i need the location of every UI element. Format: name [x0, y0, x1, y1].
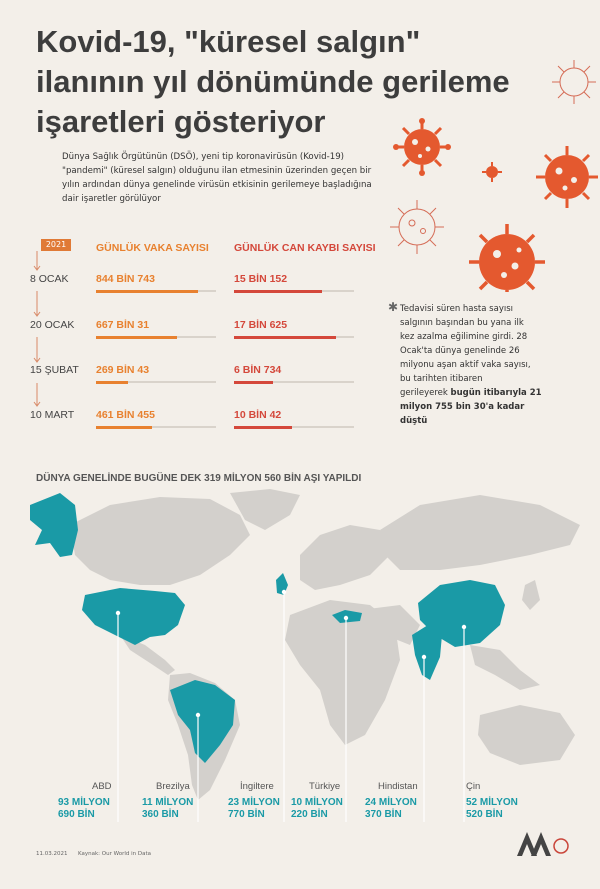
year-badge: 2021 [41, 239, 71, 251]
virus-icon [390, 200, 444, 254]
country-shape-ingiltere [276, 573, 288, 595]
europe [300, 525, 390, 590]
country-shape-alaska [30, 493, 78, 557]
country-shape-abd [82, 588, 185, 645]
cases-header: GÜNLÜK VAKA SAYISI [96, 242, 209, 254]
intro-line-1: Dünya Sağlık Örgütünün (DSÖ), yeni tip koronavirüsün (Kovid-19) [62, 152, 345, 162]
base-continents [70, 489, 580, 800]
cases-bar [96, 336, 177, 339]
north-asia [380, 495, 580, 570]
virus-icon [552, 60, 596, 104]
virus-illustration [372, 22, 600, 292]
virus-icon [469, 224, 545, 292]
date-label: 20 OCAK [30, 319, 75, 331]
southeast-asia [470, 645, 540, 690]
note-plain: gerileyerek [400, 388, 451, 398]
intro-line-4: dair işaretler görülüyor [62, 194, 161, 204]
cases-value: 269 BİN 43 [96, 364, 150, 376]
country-name: İngiltere [240, 781, 274, 792]
deaths-track [234, 290, 354, 292]
country-value-line2: 360 BİN [142, 809, 179, 820]
country-value-line2: 770 BİN [228, 809, 265, 820]
cases-value: 844 BİN 743 [96, 273, 155, 285]
note-line: milyonu aşan aktif vaka sayısı, [400, 360, 531, 370]
country-value [58, 797, 110, 821]
deaths-bar [234, 381, 273, 384]
intro-line-2: "pandemi" (küresel salgın) olduğunu ilan etmesinin üzerinden geçen bir [62, 166, 372, 176]
country-name: Çin [466, 781, 481, 792]
country-value-line1: 10 MİLYON [291, 797, 343, 808]
intro-text [62, 150, 382, 206]
japan [522, 580, 540, 610]
date-label: 15 ŞUBAT [30, 364, 79, 376]
country-value-line1: 23 MİLYON [228, 797, 280, 808]
footer-date: 11.03.2021 [36, 851, 68, 857]
cases-bar [96, 381, 128, 384]
footer-source: Kaynak: Our World in Data [78, 851, 152, 857]
title-line-2: ilanının yıl dönümünde gerileme [36, 64, 510, 99]
cases-bar [96, 290, 198, 293]
side-note [400, 302, 575, 428]
country-name: Brezilya [156, 781, 190, 792]
deaths-bar [234, 336, 336, 339]
australia [478, 705, 575, 765]
deaths-header: GÜNLÜK CAN KAYBI SAYISI [234, 242, 376, 254]
deaths-value: 17 BİN 625 [234, 319, 288, 331]
country-value-line2: 690 BİN [58, 809, 95, 820]
note-line: Tedavisi süren hasta sayısı [400, 304, 513, 314]
country-value [466, 797, 518, 821]
deaths-value: 10 BİN 42 [234, 409, 282, 421]
deaths-track [234, 336, 354, 338]
asterisk-icon: ✱ [388, 300, 399, 314]
cases-bar [96, 426, 152, 429]
cases-track [96, 381, 216, 383]
country-value-line2: 520 BİN [466, 809, 503, 820]
vaccination-title: DÜNYA GENELİNDE BUGÜNE DEK 319 MİLYON 560 BİN AŞI YAPILDI [36, 473, 362, 484]
world-map [0, 485, 600, 805]
country-value [228, 797, 280, 821]
deaths-value: 6 BİN 734 [234, 364, 282, 376]
country-value [291, 797, 343, 821]
country-value [142, 797, 193, 821]
country-value [365, 797, 417, 821]
country-value-line1: 24 MİLYON [365, 797, 417, 808]
country-value-line2: 220 BİN [291, 809, 328, 820]
country-value-line1: 52 MİLYON [466, 797, 518, 808]
note-line: bu tarihten itibaren [400, 374, 483, 384]
virus-icon [482, 162, 502, 182]
note-line: kez azalma eğilimine girdi. 28 [400, 332, 528, 342]
country-name: ABD [92, 781, 112, 792]
note-bold-line: milyon 755 bin 30'a kadar [400, 402, 525, 412]
country-name: Türkiye [309, 781, 341, 792]
cases-track [96, 336, 216, 338]
title-line-3: işaretleri gösteriyor [36, 104, 326, 139]
deaths-value: 15 BİN 152 [234, 273, 288, 285]
north-america-north [70, 497, 250, 585]
cases-value: 461 BİN 455 [96, 409, 155, 421]
note-line: salgının başından bu yana ilk [400, 318, 524, 328]
country-value-line1: 11 MİLYON [142, 797, 194, 808]
cases-track [96, 426, 216, 428]
note-line: Ocak'ta dünya genelinde 26 [400, 346, 520, 356]
cases-value: 667 BİN 31 [96, 319, 150, 331]
aa-logo-icon [513, 826, 569, 866]
deaths-bar [234, 426, 292, 429]
date-label: 10 MART [30, 409, 75, 421]
cases-track [96, 290, 216, 292]
deaths-track [234, 426, 354, 428]
note-line [400, 386, 575, 400]
country-name: Hindistan [378, 781, 418, 792]
intro-line-3: yılın ardından dünya genelinde virüsün etkisinin gerilemeye başladığına [62, 180, 372, 190]
country-value-line1: 93 MİLYON [58, 797, 110, 808]
deaths-bar [234, 290, 322, 293]
title-line-1: Kovid-19, "küresel salgın" [36, 24, 421, 59]
country-value-line2: 370 BİN [365, 809, 402, 820]
virus-icon [536, 146, 598, 208]
virus-icon [393, 118, 451, 176]
deaths-track [234, 381, 354, 383]
date-label: 8 OCAK [30, 273, 69, 285]
note-bold-line: düştü [400, 416, 428, 426]
note-bold: bugün itibarıyla 21 [450, 388, 542, 398]
